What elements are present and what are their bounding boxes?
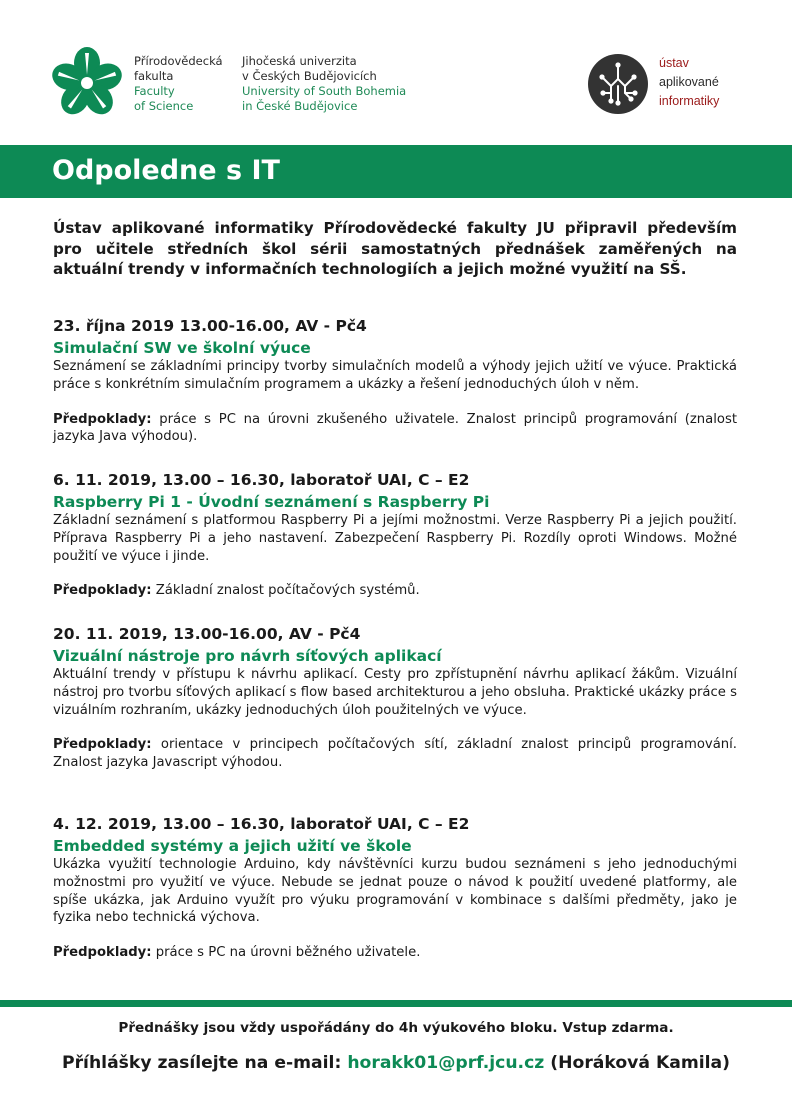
university-en-line-2: in České Budějovice — [242, 99, 358, 113]
session-description: Základní seznámení s platformou Raspberry Pi a jejími možnostmi. Verze Raspberry Pi a jejich použití. Příprava Raspberry Pi a jeho nastavení. Zabezpečení Raspberry Pi. Rozdíly oproti Windows. Možné použití ve výuce i jinde. — [53, 513, 737, 564]
session-3 — [53, 624, 737, 772]
session-1 — [53, 316, 737, 446]
session-description: Seznámení se základními principy tvorby simulačních modelů a výhody jejich užití ve výuce. Praktická práce s konkrétním simulačním programem a ukázky a řešení jednoduchých úloh v něm. — [53, 359, 737, 392]
session-title: Raspberry Pi 1 - Úvodní seznámení s Raspberry Pi — [53, 493, 490, 511]
contact-prefix: Příhlášky zasílejte na e-mail: — [61, 1053, 348, 1073]
footer-divider — [0, 1000, 792, 1007]
session-2 — [53, 470, 737, 600]
session-requirements — [53, 411, 737, 447]
university-cz-line-1: Jihočeská univerzita — [242, 54, 357, 68]
requirements-label: Předpoklady: — [53, 945, 152, 961]
footer-note: Přednášky jsou vždy uspořádány do 4h výukového bloku. Vstup zdarma. — [118, 1020, 674, 1036]
requirements-text: Základní znalost počítačových systémů. — [151, 583, 420, 599]
session-date: 20. 11. 2019, 13.00-16.00, AV - Pč4 — [53, 625, 361, 643]
institute-line-3: informatiky — [659, 94, 720, 108]
faculty-en-line-2: of Science — [134, 99, 194, 113]
session-description: Ukázka využití technologie Arduino, kdy návštěvníci kurzu budou seznámeni s jeho jednoduchými možnostmi pro využití ve výuce. Nebude se jednat pouze o návod k použití uvedené platformy, ale spíše ukázka, jak Arduino využít pro výuku programování v kombinace s dalšími předměty, jako je fyzika nebo technická výchova. — [53, 857, 737, 926]
faculty-cz-line-2: fakulta — [134, 69, 174, 83]
session-date: 6. 11. 2019, 13.00 – 16.30, laboratoř UAI, C – E2 — [53, 471, 470, 489]
session-requirements — [53, 944, 737, 962]
requirements-label: Předpoklady: — [53, 411, 152, 427]
session-title: Simulační SW ve školní výuce — [53, 339, 311, 357]
session-date: 4. 12. 2019, 13.00 – 16.30, laboratoř UAI, C – E2 — [53, 815, 470, 833]
requirements-text: orientace v principech počítačových sítí, základní znalost principů programování. Znalost jazyka Javascript výhodou. — [53, 737, 737, 771]
institute-line-1: ústav — [659, 56, 689, 70]
requirements-text: práce s PC na úrovni běžného uživatele. — [151, 945, 421, 961]
contact-suffix: (Horáková Kamila) — [544, 1053, 731, 1073]
requirements-label: Předpoklady: — [53, 737, 152, 753]
email-link[interactable]: horakk01@prf.jcu.cz — [347, 1053, 545, 1073]
faculty-flower-logo-icon — [50, 46, 124, 120]
session-4 — [53, 814, 737, 962]
session-requirements — [53, 582, 737, 600]
session-requirements — [53, 736, 737, 772]
requirements-label: Předpoklady: — [53, 583, 152, 599]
session-description: Aktuální trendy v přístupu k návrhu aplikací. Cesty pro zpřístupnění návrhu aplikací žákům. Vizuální nástroj pro tvorbu síťových aplikací s flow based architekturou a jeho obsluha. Praktické ukázky práce s vizuálním rozhraním, ukázky jednoduchých úloh použitelných ve výuce. — [53, 667, 737, 718]
institute-line-2: aplikované — [659, 75, 719, 89]
session-date: 23. října 2019 13.00-16.00, AV - Pč4 — [53, 317, 367, 335]
university-cz-line-2: v Českých Budějovicích — [242, 69, 377, 83]
uai-circuit-logo-icon — [587, 53, 649, 115]
faculty-en-line-1: Faculty — [134, 84, 175, 98]
requirements-text: práce s PC na úrovni zkušeného uživatele. Znalost principů programování (znalost jazyka Java výhodou). — [53, 411, 737, 445]
faculty-cz-line-1: Přírodovědecká — [134, 54, 223, 68]
session-title: Vizuální nástroje pro návrh síťových aplikací — [53, 647, 442, 665]
university-en-line-1: University of South Bohemia — [242, 84, 407, 98]
intro-paragraph: Ústav aplikované informatiky Přírodovědecké fakulty JU připravil především pro učitele středních škol sérii samostatných přednášek zaměřených na aktuální trendy v informačních technologiích a jejich možné využití na SŠ. — [53, 219, 737, 278]
page-header — [0, 0, 792, 145]
session-title: Embedded systémy a jejich užití ve škole — [53, 837, 412, 855]
footer-contact — [0, 1050, 792, 1076]
institute-name — [659, 54, 719, 111]
university-name — [242, 54, 406, 114]
faculty-name — [134, 54, 223, 114]
page-title: Odpoledne s IT — [52, 155, 280, 186]
